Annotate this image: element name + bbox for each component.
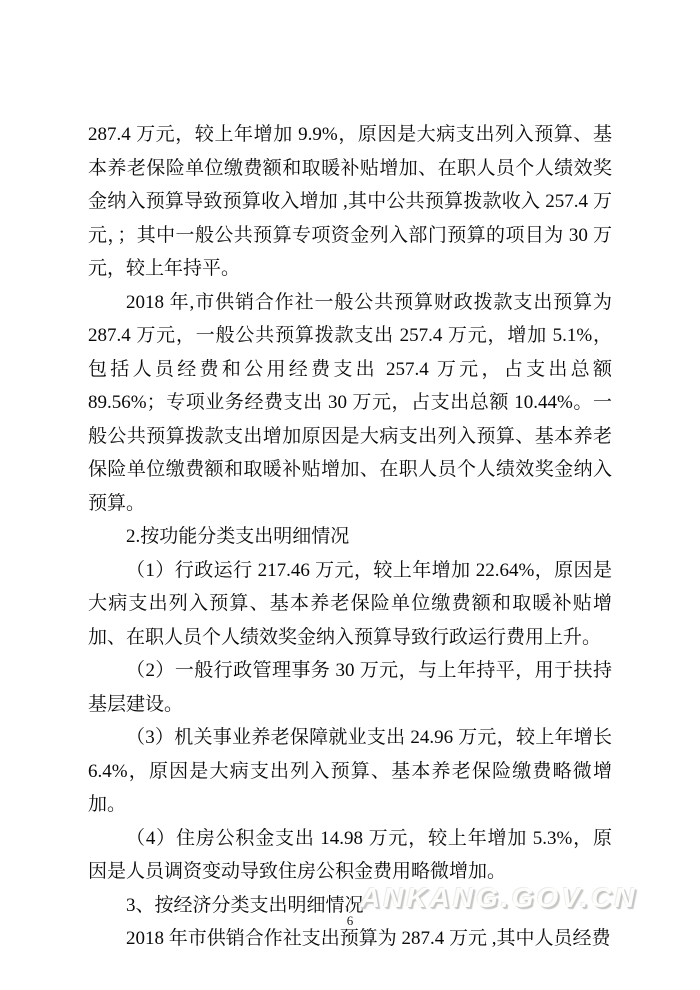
section-heading: 2.按功能分类支出明细情况 — [126, 526, 350, 547]
page-number: 6 — [346, 913, 354, 928]
paragraph: （2）一般行政管理事务 30 万元，与上年持平，用于扶持基层建设。 — [88, 660, 612, 715]
paragraph: （1）行政运行 217.46 万元，较上年增加 22.64%，原因是大病支出列入预算、基本养老保险单位缴费额和取暖补贴增加、在职人员个人绩效奖金纳入预算导致行政运行费用上升。 — [88, 559, 612, 648]
paragraph: （4）住房公积金支出 14.98 万元，较上年增加 5.3%，原因是人员调资变动导致住房公积金费用略微增加。 — [88, 827, 612, 882]
watermark: ANKANG.GOV.CN — [360, 882, 638, 913]
paragraph: 287.4 万元，较上年增加 9.9%，原因是大病支出列入预算、基本养老保险单位缴费额和取暖补贴增加、在职人员个人绩效奖金纳入预算导致预算收入增加 ,其中公共预算拨款收入 257.4 万元，；其中一般公共预算专项资金列入部门预算的项目为 30 万元，较上年持平。 — [88, 124, 612, 279]
paragraph: （3）机关事业养老保障就业支出 24.96 万元，较上年增长 6.4%，原因是大病支出列入预算、基本养老保险缴费略微增加。 — [88, 727, 612, 815]
section-heading: 3、按经济分类支出明细情况 — [126, 894, 364, 916]
paragraph: 2018 年,市供销合作社一般公共预算财政拨款支出预算为 287.4 万元，一般公共预算拨款支出 257.4 万元，增加 5.1%，包括人员经费和公用经费支出 257.4 万元，占支出总额 89.56%；专项业务经费支出 30 万元，占支出总额 10.44%。一般公共预算拨款支出增加原因是大病支出列入预算、基本养老保险单位缴费额和取暖补贴增加、在职人员个人绩效奖金纳入预算。 — [88, 291, 612, 514]
paragraph: 2018 年市供销合作社支出预算为 287.4 万元 ,其中人员经费 — [126, 928, 611, 949]
page-body-text — [88, 118, 612, 956]
